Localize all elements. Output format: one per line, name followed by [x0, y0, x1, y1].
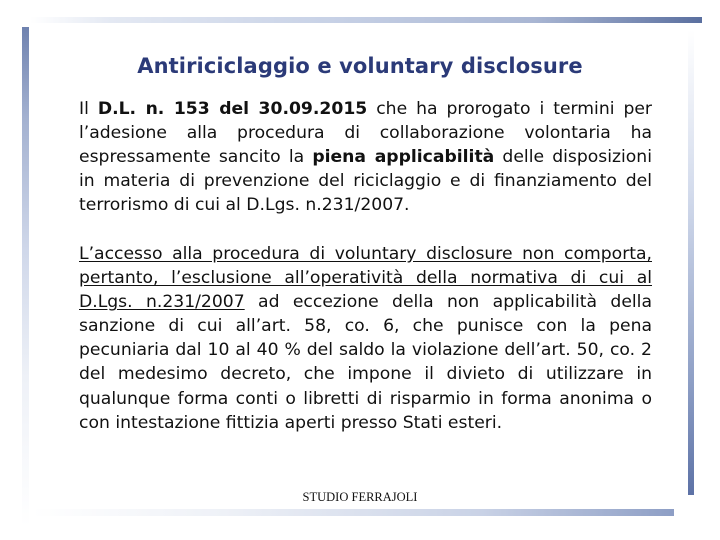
p2-underlined-text: L’accesso alla procedura di voluntary disclosure non comporta, pertanto, l’esclusione all’operatività della normativa di cui al D.Lgs. n.231/2007 [79, 244, 652, 313]
p1-bold-decree: D.L. n. 153 del 30.09.2015 [97, 99, 368, 119]
p2-text-rest: ad eccezione della non applicabilità della sanzione di cui all’art. 58, co. 6, che punisce con la pena pecuniaria dal 10 al 40 % del saldo la violazione dell’art. 50, co. 2 del medesimo decreto, che impone il divieto di utilizzare in qualunque forma conti o libretti di risparmio in forma anonima o con intestazione fittizia aperti presso Stati esteri. [79, 292, 652, 433]
paragraph-2 [79, 242, 652, 435]
frame-right-bar [688, 30, 694, 495]
footer-studio: STUDIO FERRAJOLI [302, 490, 418, 504]
frame-left-bar [22, 27, 29, 527]
paragraph-1 [79, 97, 652, 217]
slide-title: Antiriciclaggio e voluntary disclosure [137, 54, 583, 78]
p1-bold-applicability: piena applicabilità [312, 147, 495, 168]
p1-text-3: delle disposizioni in materia di prevenzione del riciclaggio e di finanziamento del terrorismo di cui al D.Lgs. n.231/2007. [79, 147, 652, 216]
frame-top-bar [30, 17, 702, 23]
p1-text-2: che ha prorogato i termini per l’adesione alla procedura di collaborazione volontaria ha espressamente sancito la [79, 99, 653, 168]
frame-bottom-bar [32, 509, 674, 516]
p1-text-1: Il [79, 99, 98, 119]
